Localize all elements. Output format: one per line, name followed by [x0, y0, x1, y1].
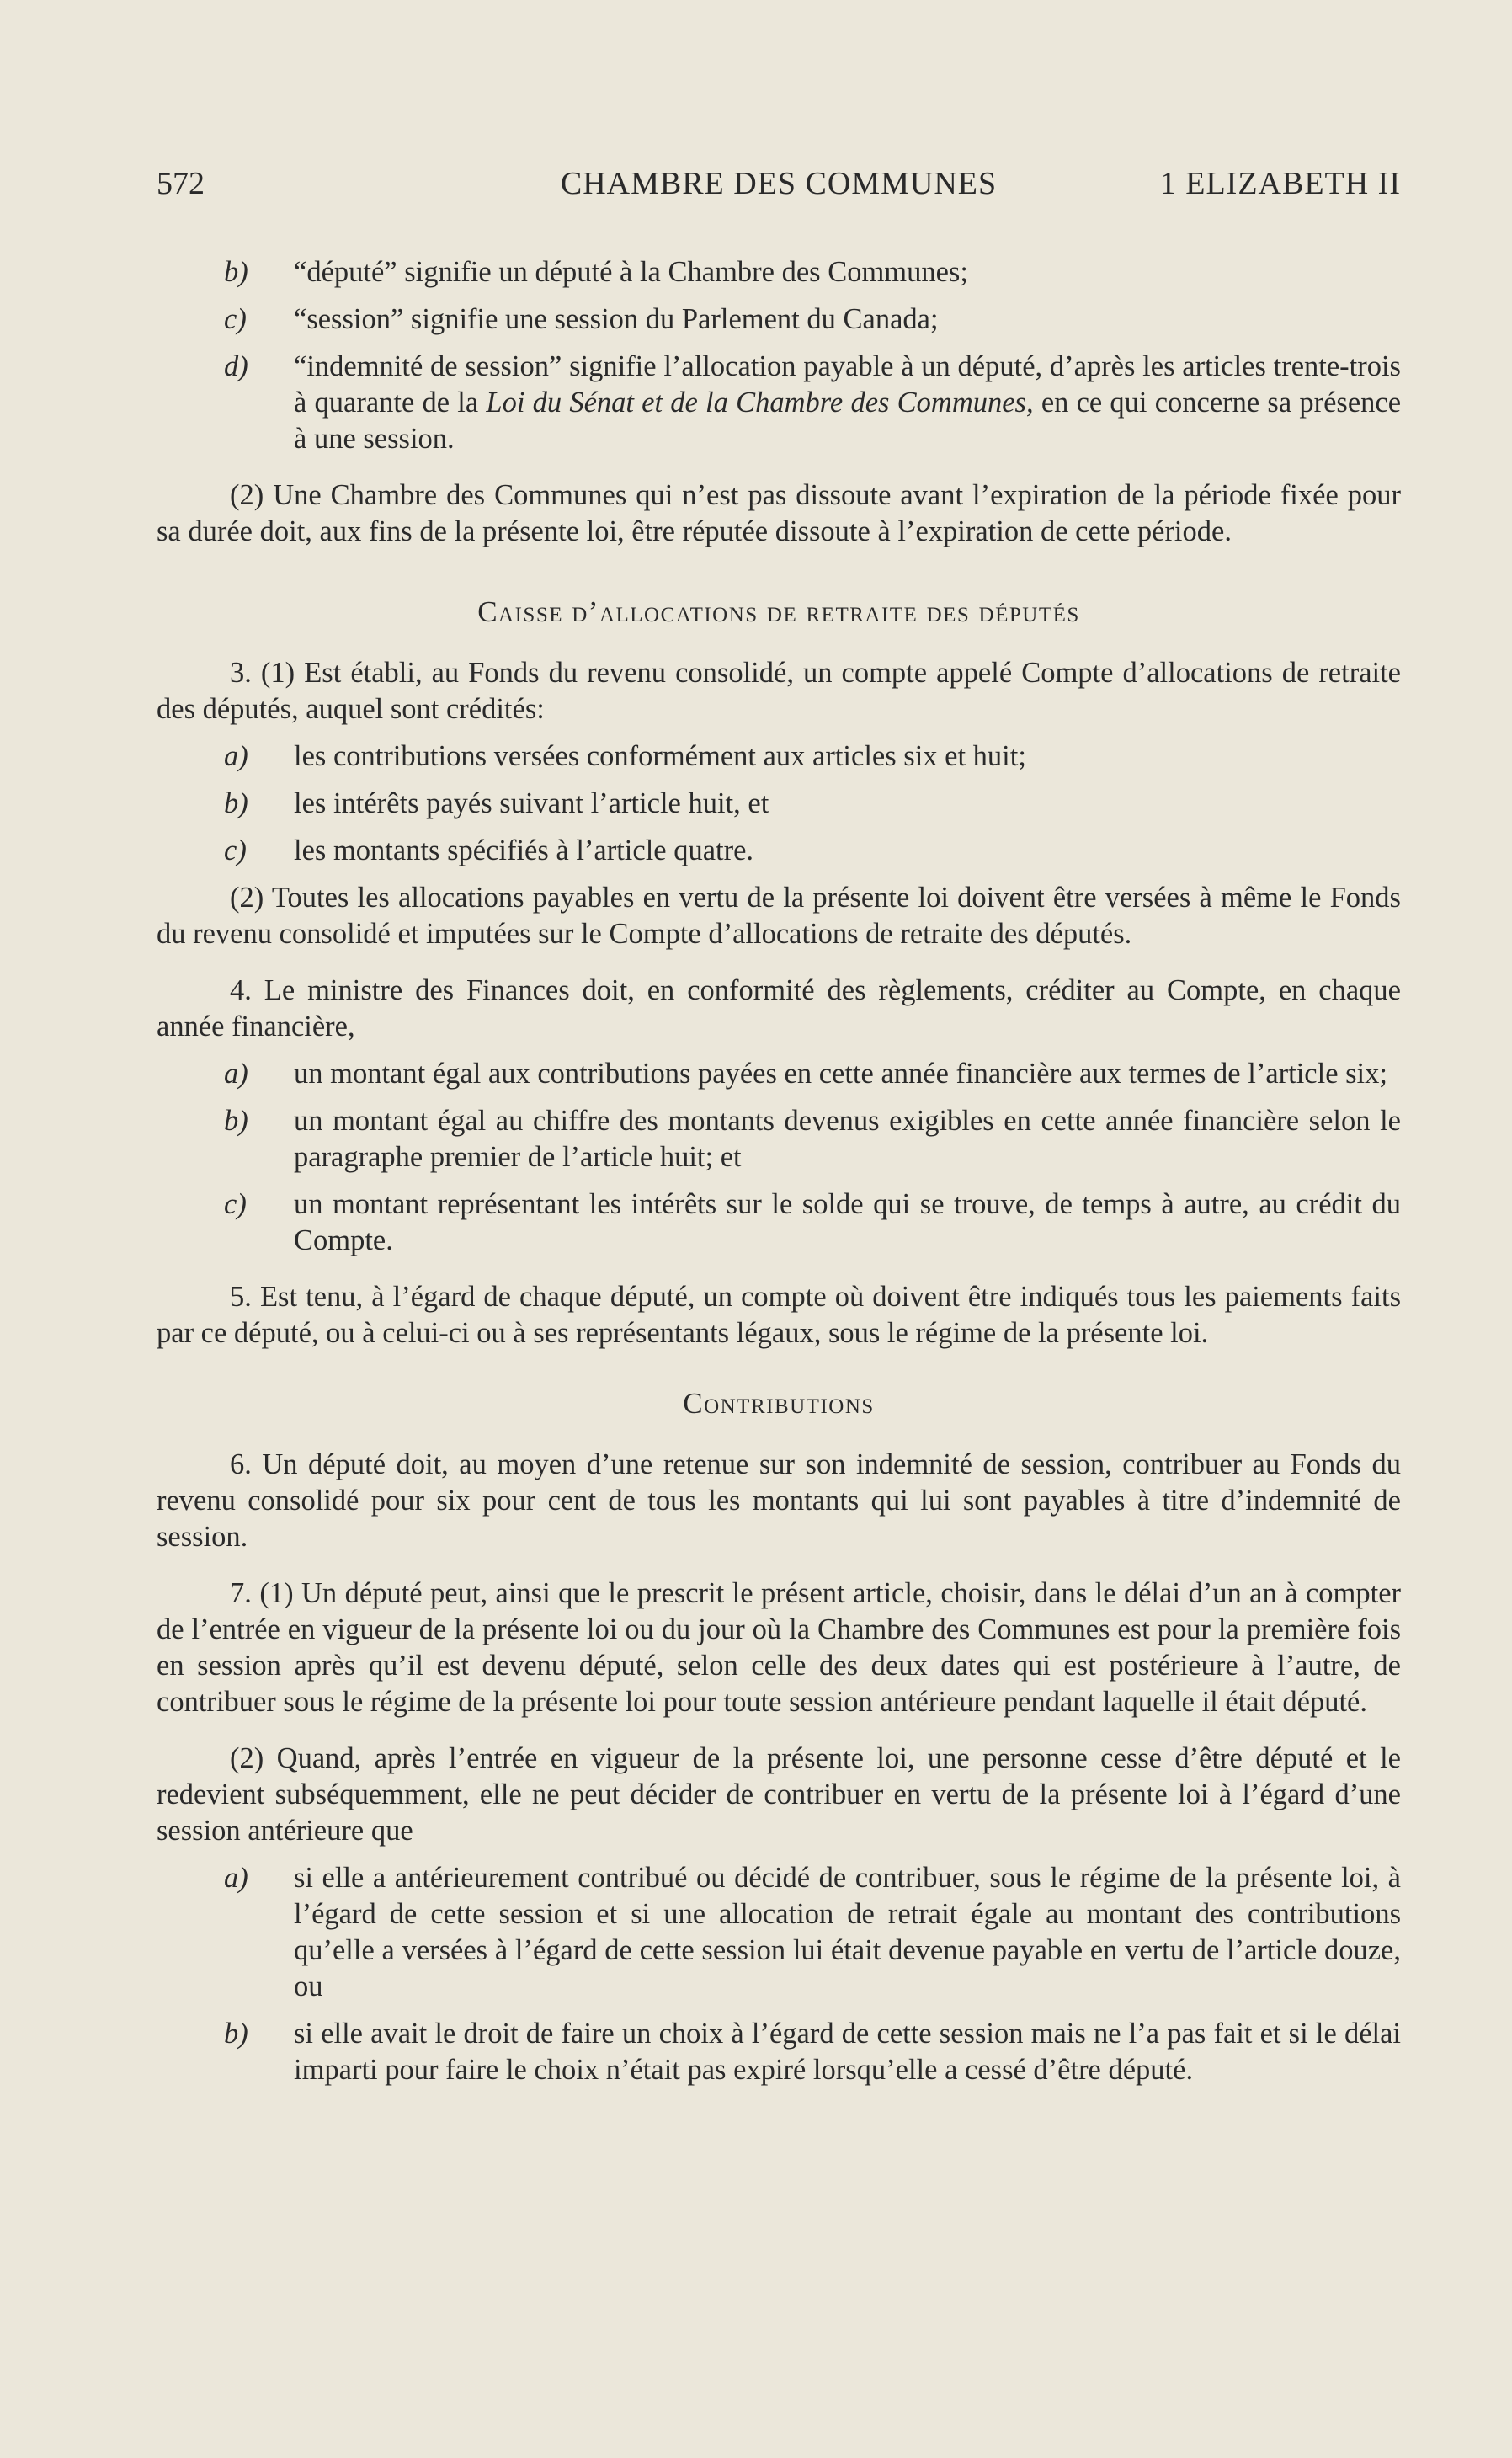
section-7-1: 7. (1) Un député peut, ainsi que le prescrit le présent article, choisir, dans le délai d’un an à compter de l’entrée en vigueur de la présente loi ou du jour où la Chambre des Communes est pour la première fois en session après qu’il est devenu député, selon celle des deux dates qui est postérieure à l’autre, de contribuer sous le régime de la présente loi pour toute session antérieure pendant laquelle il était député.: [157, 1577, 1401, 1718]
item-marker: c): [224, 303, 247, 335]
subsection-2-2: (2) Une Chambre des Communes qui n’est pas dissoute avant l’expiration de la période fixée pour sa durée doit, aux fins de la présente loi, être réputée dissoute à l’expiration de cette période.: [157, 479, 1401, 547]
definition-b: [157, 254, 1401, 291]
item-marker: b): [224, 1105, 248, 1137]
item-text: en ce qui concerne sa présence à une session.: [294, 387, 1402, 455]
item-marker: c): [224, 834, 247, 866]
item-marker: b): [224, 787, 248, 819]
item-marker: a): [224, 740, 248, 772]
section-3-1: 3. (1) Est établi, au Fonds du revenu consolidé, un compte appelé Compte d’allocations de retraite des députés, auquel sont crédités:: [157, 657, 1401, 725]
document-body: [157, 254, 1401, 2088]
page-number: 572: [157, 166, 205, 201]
item-text: un montant égal aux contributions payées en cette année financière aux termes de l’article six;: [294, 1058, 1387, 1090]
section-3-2: (2) Toutes les allocations payables en vertu de la présente loi doivent être versées à même le Fonds du revenu consolidé et imputées sur le Compte d’allocations de retraite des députés.: [157, 882, 1401, 950]
item-text: si elle a antérieurement contribué ou décidé de contribuer, sous le régime de la présente loi, à l’égard de cette session et si une allocation de retrait égale au montant des contributions qu’elle a versées à l’égard de cette session lui était devenue payable en vertu de l’article douze, ou: [294, 1862, 1401, 2002]
item-text: si elle avait le droit de faire un choix à l’égard de cette session mais ne l’a pas fait et si le délai imparti pour faire le choix n’était pas expiré lorsqu’elle a cessé d’être député.: [294, 2018, 1401, 2086]
section-5: 5. Est tenu, à l’égard de chaque député, un compte où doivent être indiqués tous les paiements faits par ce député, ou à celui-ci ou à ses représentants légaux, sous le régime de la présente loi.: [157, 1281, 1401, 1349]
section-3-item-a: [157, 738, 1401, 775]
statute-title: Loi du Sénat et de la Chambre des Communes,: [486, 387, 1034, 419]
item-text: les montants spécifiés à l’article quatre.: [294, 834, 754, 866]
section-6: 6. Un député doit, au moyen d’une retenue sur son indemnité de session, contribuer au Fonds du revenu consolidé pour six pour cent de tous les montants qui lui sont payables à titre d’indemnité de session.: [157, 1448, 1401, 1553]
item-text: “indemnité de session” signifie l’allocation payable à un député, d’après les articles trente-trois à quarante de la: [294, 350, 1401, 419]
item-text: “député” signifie un député à la Chambre des Communes;: [294, 256, 968, 288]
definition-d: [157, 349, 1401, 457]
item-marker: c): [224, 1188, 247, 1220]
item-text: “session” signifie une session du Parlement du Canada;: [294, 303, 939, 335]
header-title: CHAMBRE DES COMMUNES: [560, 166, 998, 201]
section-heading-contributions: Contributions: [683, 1387, 875, 1420]
item-text: les contributions versées conformément aux articles six et huit;: [294, 740, 1026, 772]
item-text: un montant égal au chiffre des montants devenus exigibles en cette année financière selon le paragraphe premier de l’article huit; et: [294, 1105, 1401, 1173]
section-3-item-b: [157, 786, 1401, 822]
section-7-item-b: [157, 2016, 1401, 2088]
item-text: les intérêts payés suivant l’article huit, et: [294, 787, 769, 819]
section-4-item-a: [157, 1056, 1401, 1092]
item-text: un montant représentant les intérêts sur le solde qui se trouve, de temps à autre, au crédit du Compte.: [294, 1188, 1401, 1256]
item-marker: a): [224, 1058, 248, 1090]
section-4-item-c: [157, 1186, 1401, 1259]
item-marker: b): [224, 256, 248, 288]
section-heading-caisse: Caisse d’allocations de retraite des députés: [477, 595, 1080, 628]
section-4-item-b: [157, 1103, 1401, 1176]
section-7-2: (2) Quand, après l’entrée en vigueur de la présente loi, une personne cesse d’être député et le redevient subséquemment, elle ne peut décider de contribuer en vertu de la présente loi à l’égard d’une session antérieure que: [157, 1742, 1401, 1847]
running-header: [157, 165, 1401, 207]
header-regnal-year: 1 ELIZABETH II: [1159, 166, 1401, 201]
item-marker: d): [224, 350, 248, 382]
section-4: 4. Le ministre des Finances doit, en conformité des règlements, créditer au Compte, en chaque année financière,: [157, 974, 1401, 1042]
item-marker: b): [224, 2018, 248, 2050]
definition-c: [157, 301, 1401, 338]
item-marker: a): [224, 1862, 248, 1894]
section-7-item-a: [157, 1860, 1401, 2005]
section-3-item-c: [157, 833, 1401, 869]
